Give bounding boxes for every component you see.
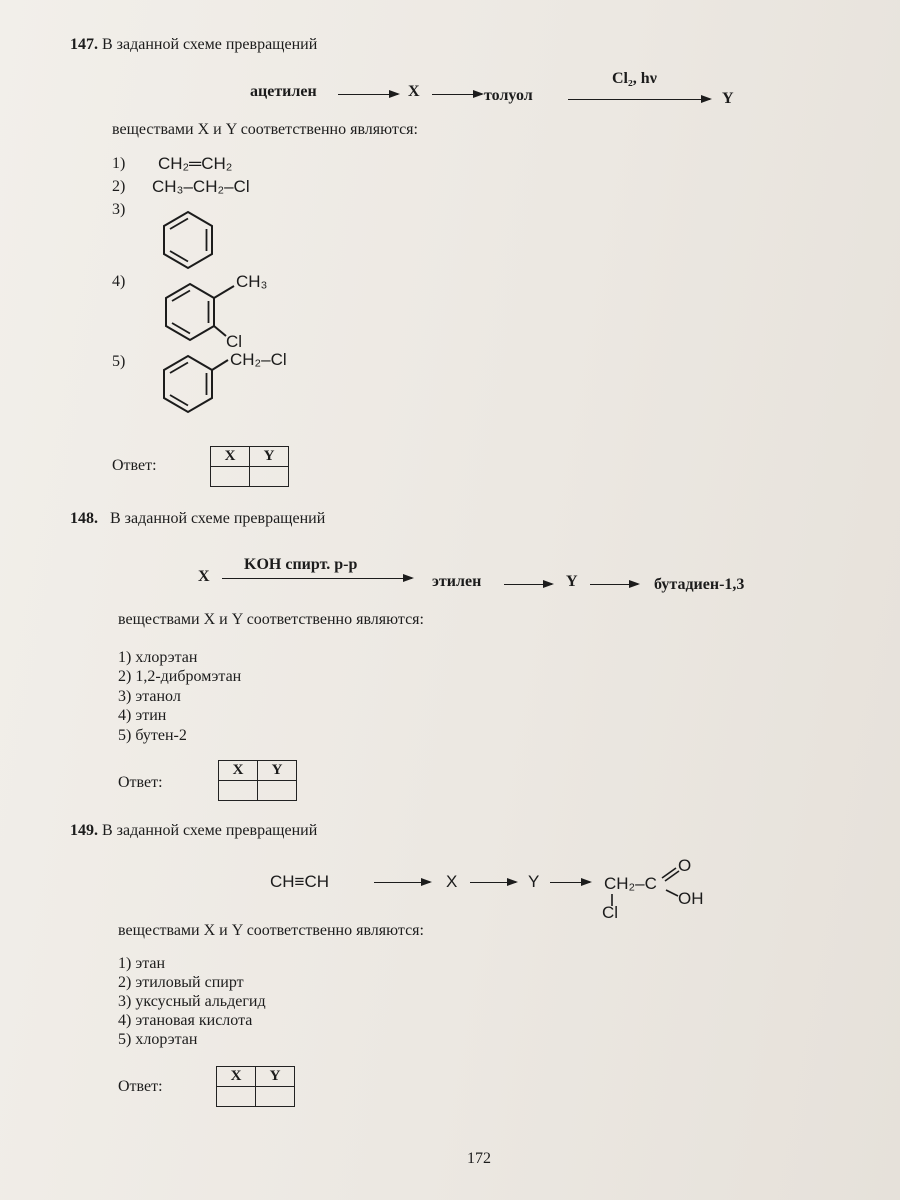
q147-scheme-x: X [408,83,420,100]
q149-product-o: O [678,856,692,875]
q147-answer-cell-y[interactable] [250,467,289,487]
q147-arrow-3 [568,99,710,100]
q147-option-3-number: 3) [112,201,126,218]
q149-heading [70,822,317,840]
q148-scheme-x: X [198,568,210,585]
q148-option-3: 3) этанол [118,688,181,705]
q147-option-4-cl: Cl [226,332,243,351]
q148-option-4: 4) этин [118,707,167,724]
q147-option-1-number: 1) [112,155,126,172]
q148-answer-cell-x[interactable] [219,781,258,801]
q147-question: веществами X и Y соответственно являются: [112,121,418,138]
q147-scheme-start: ацетилен [250,83,317,100]
q149-title: В заданной схеме превращений [102,822,318,839]
q149-option-3: 3) уксусный альдегид [118,993,266,1010]
q149-answer-label: Ответ: [118,1078,163,1095]
q148-answer-table [218,760,297,801]
q149-product-chain: CH₂–C [604,874,657,893]
page-number: 172 [467,1150,491,1167]
q149-option-5: 5) хлорэтан [118,1031,198,1048]
q147-answer-header-y: Y [250,447,289,467]
q148-heading [70,510,325,528]
q149-option-4: 4) этановая кислота [118,1012,253,1029]
q149-scheme-y: Y [528,872,540,891]
q147-option-4-ch3: CH₃ [236,272,268,291]
q147-benzene-structure [156,208,220,272]
q148-answer-header-y: Y [258,761,297,781]
q149-answer-table [216,1066,295,1107]
q148-scheme-ethylene: этилен [432,573,482,590]
q147-answer-cell-x[interactable] [211,467,250,487]
q149-product-oh: OH [678,889,704,908]
q148-answer-label: Ответ: [118,774,163,791]
q149-number: 149. [70,822,98,839]
q149-arrow-1 [374,882,430,883]
q148-arrow-1 [222,578,412,579]
q147-number: 147. [70,36,98,53]
q148-arrow-2 [504,584,552,585]
q147-option-2-number: 2) [112,178,126,195]
q148-scheme-y: Y [566,573,578,590]
q148-option-2: 2) 1,2-дибромэтан [118,668,242,685]
q148-option-1: 1) хлорэтан [118,649,198,666]
q149-option-1: 1) этан [118,955,166,972]
q149-answer-cell-y[interactable] [256,1087,295,1107]
q147-answer-table [210,446,289,487]
q147-option-4-number: 4) [112,273,126,290]
q147-option-2-formula: CH₃–CH₂–Cl [152,177,250,196]
q147-option-5-number: 5) [112,353,126,370]
q149-option-2: 2) этиловый спирт [118,974,244,991]
q149-question: веществами X и Y соответственно являются: [118,922,424,939]
q147-heading [70,36,317,54]
q147-option-1-formula: CH₂═CH₂ [158,154,233,173]
q148-arrow-3 [590,584,638,585]
q149-arrow-3 [550,882,590,883]
q147-answer-header-x: X [211,447,250,467]
q148-answer-header-x: X [219,761,258,781]
q147-scheme-condition: Cl₂, hν [612,70,657,87]
q147-title: В заданной схеме превращений [102,36,318,53]
q149-answer-cell-x[interactable] [217,1087,256,1107]
q149-product-cl: Cl [602,903,619,922]
q149-scheme-acetylene: CH≡CH [270,872,330,891]
q147-option-5-chain: CH₂–Cl [230,350,287,369]
q148-title: В заданной схеме превращений [110,510,326,527]
q147-scheme-y: Y [722,90,734,107]
q148-scheme-butadiene: бутадиен-1,3 [654,576,745,593]
q147-answer-label: Ответ: [112,457,157,474]
q148-number: 148. [70,510,98,527]
q148-question: веществами X и Y соответственно являются: [118,611,424,628]
q147-arrow-1 [338,94,398,95]
q148-option-5: 5) бутен-2 [118,727,187,744]
q149-arrow-2 [470,882,516,883]
q148-answer-cell-y[interactable] [258,781,297,801]
q148-scheme-condition: KOH спирт. р-р [244,556,358,573]
q149-answer-header-y: Y [256,1067,295,1087]
q147-arrow-2 [432,94,482,95]
q149-answer-header-x: X [217,1067,256,1087]
q149-scheme-x: X [446,872,458,891]
q147-scheme-toluene: толуол [484,87,533,104]
